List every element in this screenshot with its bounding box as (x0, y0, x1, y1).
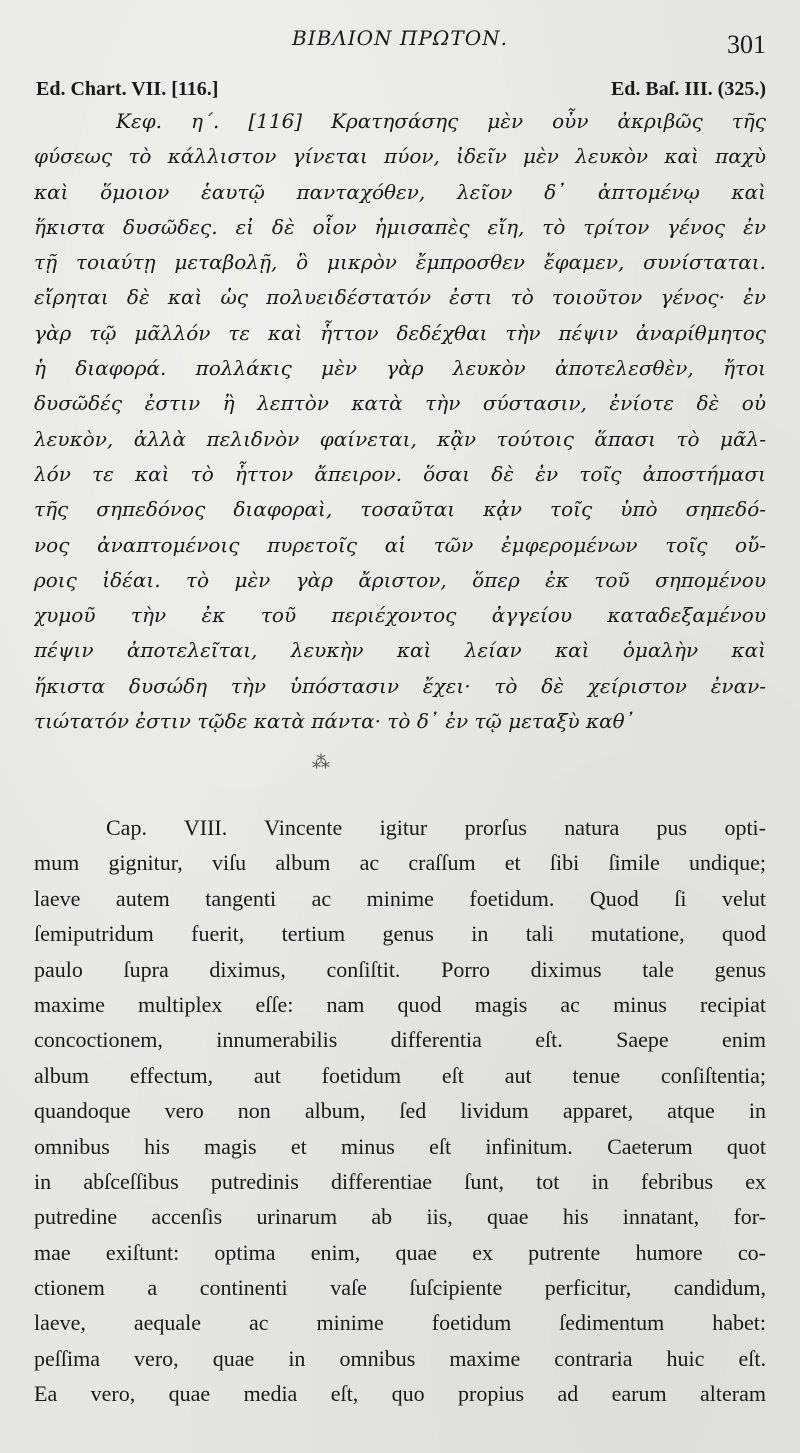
greek-text-line: ἥκιστα δυσῶδες. εἰ δὲ οἷον ἡμισαπὲς εἴη, τὸ τρίτον γένος ἐν (34, 214, 766, 239)
latin-text-line: laeve autem tangenti ac minime foetidum. Quod ſi velut (34, 885, 766, 911)
latin-text-line: paulo ſupra diximus, conſiſtit. Porro diximus tale genus (34, 956, 766, 982)
latin-text-line: Cap. VIII. Vincente igitur prorſus natura pus opti- (106, 815, 766, 840)
latin-text-line: ſemiputridum fuerit, tertium genus in tali mutatione, quod (34, 921, 766, 947)
greek-text-line: τῆς σηπεδόνος διαφοραὶ, τοσαῦται κᾀν τοῖς ὑπὸ σηπεδό- (34, 497, 766, 522)
greek-text-line: ροις ἰδέαι. τὸ μὲν γὰρ ἄριστον, ὅπερ ἐκ τοῦ σηπομένου (34, 567, 766, 592)
latin-text-line: laeve, aequale ac minime foetidum ſedimentum habet: (34, 1310, 766, 1336)
latin-text-line: in abſceſſibus putredinis differentiae ſunt, tot in febribus ex (34, 1168, 766, 1194)
latin-text-line: maxime multiplex eſſe: nam quod magis ac minus recipiat (34, 991, 766, 1017)
greek-text-line: τιώτατόν ἐστιν τῷδε κατὰ πάντα· τὸ δ᾽ ἐν τῷ μεταξὺ καθ᾽ (34, 709, 635, 734)
section-ornament: ⁂ (312, 752, 330, 773)
greek-text-line: λόν τε καὶ τὸ ἧττον ἄπειρον. ὅσαι δὲ ἐν τοῖς ἀποστήμασι (34, 461, 766, 486)
running-title: ΒΙΒΛΙΟΝ ΠΡΩΤΟΝ. (292, 26, 508, 50)
latin-text-line: concoctionem, innumerabilis differentia eſt. Saepe enim (34, 1027, 766, 1053)
greek-text-line: χυμοῦ τὴν ἐκ τοῦ περιέχοντος ἀγγείου καταδεξαμένου (34, 603, 766, 628)
greek-text-line: ἥκιστα δυσώδη τὴν ὑπόστασιν ἔχει· τὸ δὲ χείριστον ἐναν- (34, 673, 766, 698)
latin-text-line: quandoque vero non album, ſed lividum apparet, atque in (34, 1098, 766, 1124)
greek-text-line: πέψιν ἀποτελεῖται, λευκὴν καὶ λείαν καὶ ὁμαλὴν καὶ (34, 638, 766, 663)
greek-text-line: γὰρ τῷ μᾶλλόν τε καὶ ἧττον δεδέχθαι τὴν πέψιν ἀναρίθμητος (34, 320, 766, 345)
latin-text-line: mum gignitur, viſu album ac craſſum et ſibi ſimile undique; (34, 850, 766, 876)
greek-text-line: καὶ ὅμοιον ἑαυτῷ πανταχόθεν, λεῖον δ᾽ ἁπτομένῳ καὶ (34, 179, 766, 204)
greek-text-line: νος ἀναπτομένοις πυρετοῖς αἱ τῶν ἐμφερομένων τοῖς οὔ- (34, 532, 766, 557)
greek-text-line: τῇ τοιαύτῃ μεταβολῇ, ὃ μικρὸν ἔμπροσθεν ἔφαμεν, συνίσταται. (34, 250, 766, 275)
latin-text-line: album effectum, aut foetidum eſt aut tenue conſiſtentia; (34, 1062, 766, 1088)
greek-text-block (34, 104, 766, 739)
latin-text-line: mae exiſtunt: optima enim, quae ex putrente humore co- (34, 1239, 766, 1265)
greek-text-line: Κεφ. η΄. [116] Κρατησάσης μὲν οὖν ἀκριβῶς τῆς (116, 109, 766, 133)
latin-text-line: putredine accenſis urinarum ab iis, quae his innatant, for- (34, 1204, 766, 1230)
latin-text-line: peſſima vero, quae in omnibus maxime contraria huic eſt. (34, 1345, 766, 1371)
latin-text-line: Ea vero, quae media eſt, quo propius ad earum alteram (34, 1381, 766, 1407)
edition-reference-right: Ed. Baſ. III. (325.) (610, 78, 766, 100)
page-number: 301 (727, 30, 766, 59)
greek-text-line: ἡ διαφορά. πολλάκις μὲν γὰρ λευκὸν ἀποτελεσθὲν, ἤτοι (34, 356, 766, 381)
greek-text-line: δυσῶδές ἐστιν ἢ λεπτὸν κατὰ τὴν σύστασιν, ἐνίοτε δὲ οὐ (34, 391, 766, 416)
edition-reference-left: Ed. Chart. VII. [116.] (36, 78, 219, 100)
greek-text-line: φύσεως τὸ κάλλιστον γίνεται πύον, ἰδεῖν μὲν λευκὸν καὶ παχὺ (34, 144, 766, 169)
greek-text-line: λευκὸν, ἀλλὰ πελιδνὸν φαίνεται, κᾂν τούτοις ἅπασι τὸ μᾶλ- (34, 426, 766, 451)
latin-text-line: omnibus his magis et minus eſt infinitum. Caeterum quot (34, 1133, 766, 1159)
latin-text-line: ctionem a continenti vaſe ſuſcipiente perficitur, candidum, (34, 1275, 766, 1301)
greek-text-line: εἴρηται δὲ καὶ ὡς πολυειδέστατόν ἐστι τὸ τοιοῦτον γένος· ἐν (34, 285, 766, 310)
latin-text-block (34, 810, 766, 1412)
